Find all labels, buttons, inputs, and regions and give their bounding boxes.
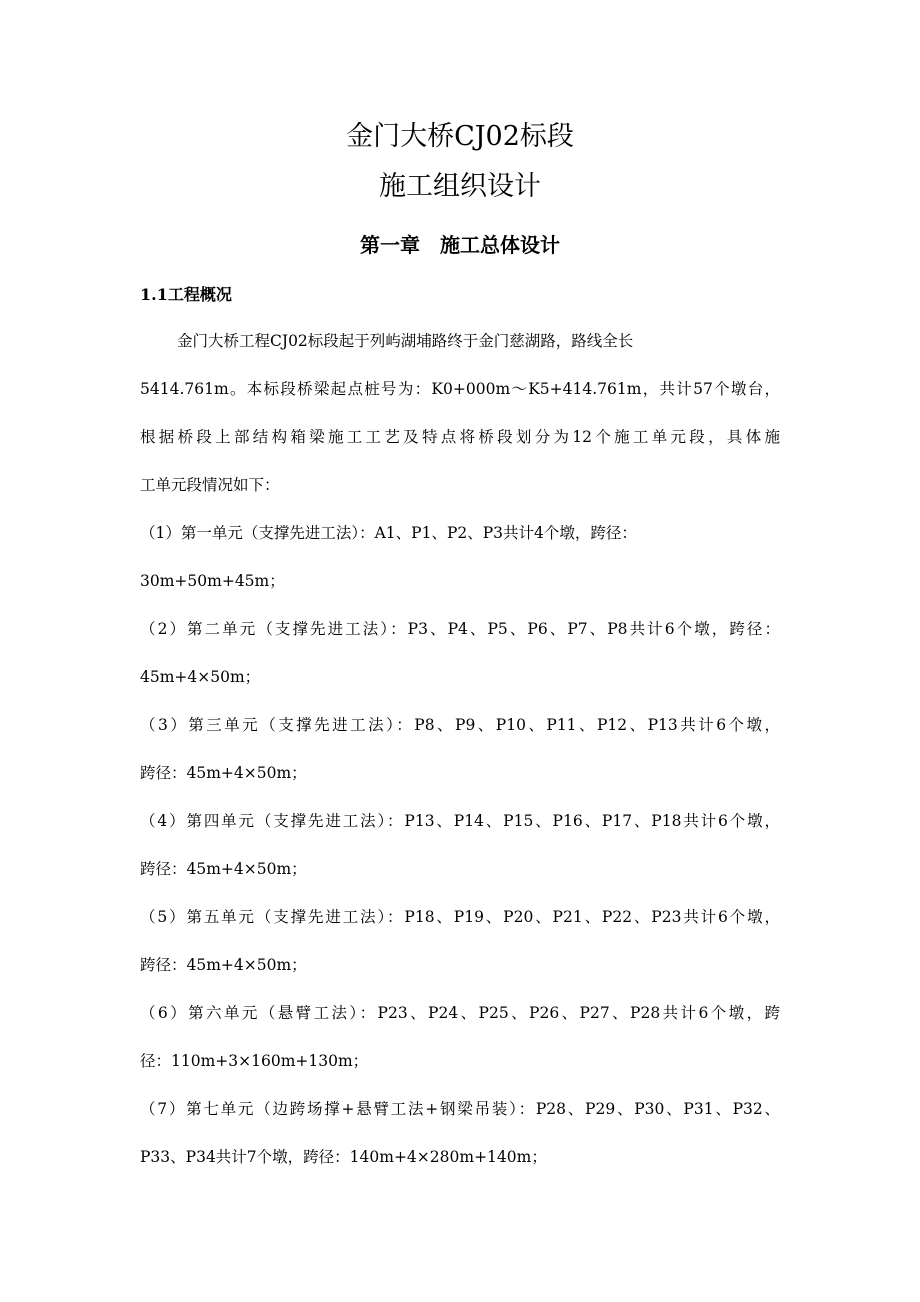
list-item-line: （6）第六单元（悬臂工法）：P23、P24、P25、P26、P27、P28共计6个墩，跨 [140, 1004, 780, 1022]
list-item-line: 跨径：45m+4×50m； [140, 764, 307, 782]
list-item-line: （2）第二单元（支撑先进工法）：P3、P4、P5、P6、P7、P8共计6个墩，跨径： [140, 620, 780, 638]
paragraph-line: 根据桥段上部结构箱梁施工工艺及特点将桥段划分为12个施工单元段，具体施 [140, 428, 780, 446]
list-item-line: 30m+50m+45m； [140, 572, 285, 590]
list-item-line: （7）第七单元（边跨场撑+悬臂工法+钢梁吊装）：P28、P29、P30、P31、P32、 [140, 1100, 780, 1118]
list-item-line: 45m+4×50m； [140, 668, 261, 686]
list-item-line: P33、P34共计7个墩，跨径：140m+4×280m+140m； [140, 1148, 547, 1166]
chapter-heading: 第一章 施工总体设计 [360, 233, 560, 257]
list-item-line: （4）第四单元（支撑先进工法）：P13、P14、P15、P16、P17、P18共计6个墩， [140, 812, 780, 830]
list-item-line: 径：110m+3×160m+130m； [140, 1052, 369, 1070]
document-subtitle: 施工组织设计 [379, 171, 541, 202]
list-item-line: 跨径：45m+4×50m； [140, 956, 307, 974]
paragraph-line: 工单元段情况如下： [140, 476, 280, 494]
list-item-line: （3）第三单元（支撑先进工法）：P8、P9、P10、P11、P12、P13共计6个墩， [140, 716, 780, 734]
paragraph-line: 金门大桥工程CJ02标段起于列屿湖埔路终于金门慈湖路，路线全长 [177, 332, 634, 350]
section-heading: 1.1工程概况 [140, 285, 232, 304]
list-item-line: （5）第五单元（支撑先进工法）：P18、P19、P20、P21、P22、P23共计6个墩， [140, 908, 780, 926]
document-title: 金门大桥CJ02标段 [346, 121, 574, 152]
paragraph-line: 5414.761m。本标段桥梁起点桩号为：K0+000m～K5+414.761m，共计57个墩台， [140, 380, 780, 398]
list-item-line: 跨径：45m+4×50m； [140, 860, 307, 878]
list-item-line: （1）第一单元（支撑先进工法）：A1、P1、P2、P3共计4个墩，跨径： [140, 524, 637, 542]
